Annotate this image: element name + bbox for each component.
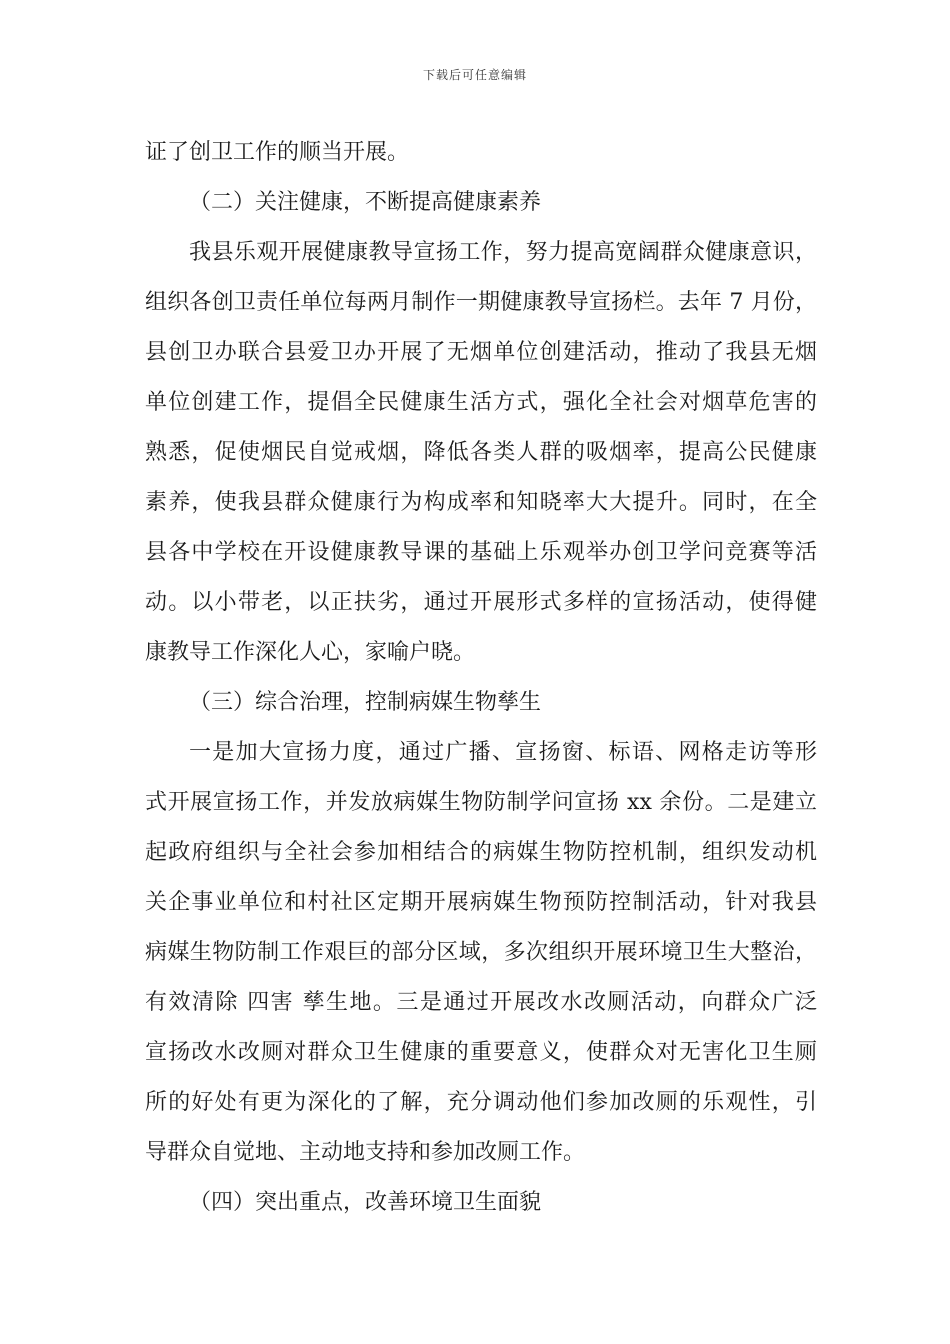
text-line: 单位创建工作，提倡全民健康生活方式，强化全社会对烟草危害的 xyxy=(145,390,817,415)
text-line: 熟悉，促使烟民自觉戒烟，降低各类人群的吸烟率，提高公民健康 xyxy=(145,440,817,465)
text-line: 起政府组织与全社会参加相结合的病媒生物防控机制，组织发动机 xyxy=(145,840,817,865)
text-line: 有效清除 四害 孳生地。三是通过开展改水改厕活动，向群众广泛 xyxy=(145,990,817,1015)
text-line: 县创卫办联合县爱卫办开展了无烟单位创建活动，推动了我县无烟 xyxy=(145,340,817,365)
text-line: 宣扬改水改厕对群众卫生健康的重要意义，使群众对无害化卫生厕 xyxy=(145,1040,817,1065)
section-heading xyxy=(145,1178,817,1228)
text-line: （四）突出重点，改善环境卫生面貌 xyxy=(189,1190,542,1215)
text-line: 素养，使我县群众健康行为构成率和知晓率大大提升。同时，在全 xyxy=(145,490,817,515)
text-line: 所的好处有更为深化的了解，充分调动他们参加改厕的乐观性，引 xyxy=(145,1090,817,1115)
section-heading xyxy=(145,178,817,228)
text-line: （二）关注健康，不断提高健康素养 xyxy=(189,190,542,215)
text-line: 病媒生物防制工作艰巨的部分区域，多次组织开展环境卫生大整治， xyxy=(145,940,817,965)
text-line: 关企事业单位和村社区定期开展病媒生物预防控制活动，针对我县 xyxy=(145,890,817,915)
paragraph xyxy=(145,228,817,678)
text-line: 组织各创卫责任单位每两月制作一期健康教导宣扬栏。去年 7 月份， xyxy=(145,290,817,315)
text-line: （三）综合治理，控制病媒生物孳生 xyxy=(189,690,542,715)
paragraph xyxy=(145,728,817,1178)
text-line: 证了创卫工作的顺当开展。 xyxy=(145,140,410,165)
header-note: 下载后可任意编辑 xyxy=(422,68,527,82)
text-line: 导群众自觉地、主动地支持和参加改厕工作。 xyxy=(145,1140,586,1165)
text-line: 一是加大宣扬力度，通过广播、宣扬窗、标语、网格走访等形 xyxy=(189,740,817,765)
text-line: 我县乐观开展健康教导宣扬工作，努力提高宽阔群众健康意识， xyxy=(189,240,817,265)
document-body xyxy=(145,128,817,1228)
text-line: 康教导工作深化人心，家喻户晓。 xyxy=(145,640,476,665)
text-line: 动。以小带老，以正扶劣，通过开展形式多样的宣扬活动，使得健 xyxy=(145,590,817,615)
text-line: 式开展宣扬工作，并发放病媒生物防制学问宣扬 xx 余份。二是建立 xyxy=(145,790,817,815)
section-heading xyxy=(145,678,817,728)
paragraph xyxy=(145,128,817,178)
text-line: 县各中学校在开设健康教导课的基础上乐观举办创卫学问竞赛等活 xyxy=(145,540,817,565)
